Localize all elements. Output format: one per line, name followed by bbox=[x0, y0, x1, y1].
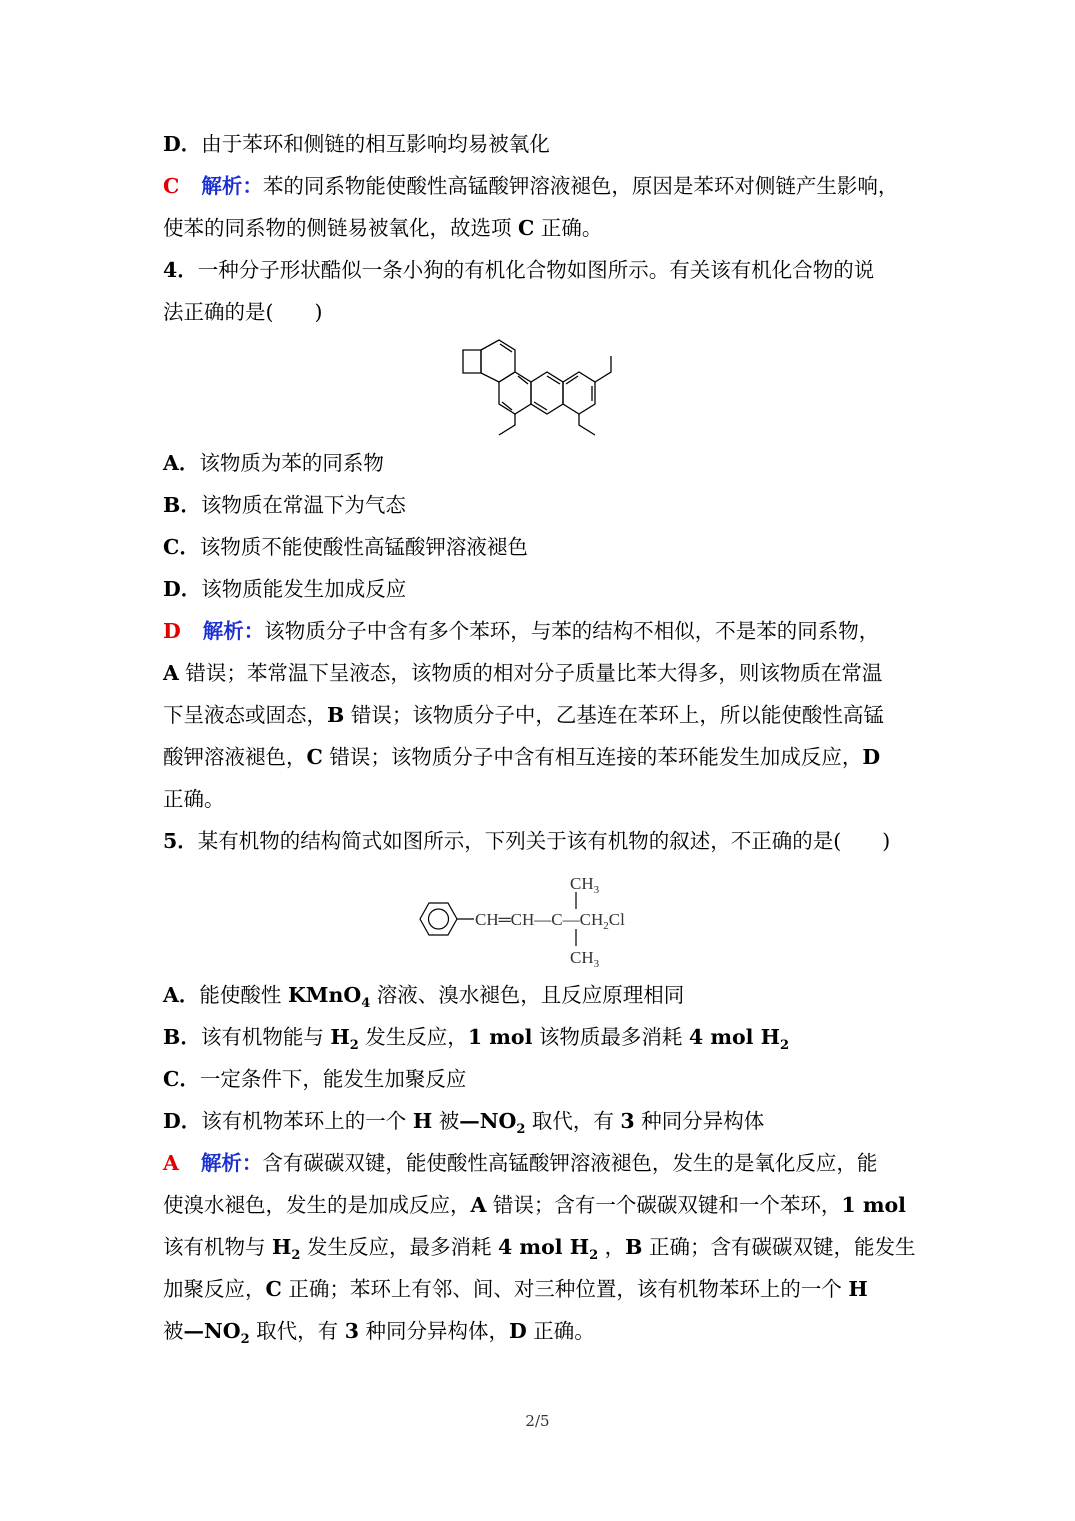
answer-letter: C bbox=[163, 174, 180, 198]
q3-explanation-line2: 使苯的同系物的侧链易被氧化，故选项 C 正确。 bbox=[163, 216, 603, 240]
q5-option-c: C．一定条件下，能发生加聚反应 bbox=[163, 1067, 467, 1091]
q5-explanation-line4: 加聚反应，C 正确；苯环上有邻、间、对三种位置，该有机物苯环上的一个 H bbox=[163, 1277, 868, 1301]
q4-option-c: C．该物质不能使酸性高锰酸钾溶液褪色 bbox=[163, 535, 528, 559]
main-chain: $CH═CH—C—CH_2Cl$ bbox=[475, 910, 625, 932]
q5-option-d: D．该有机物苯环上的一个 H 被$—NO_2$ 取代，有 3 种同分异构体 bbox=[163, 1109, 765, 1137]
page-number: 2/5 bbox=[525, 1412, 550, 1430]
methyl-top: $CH_3$ bbox=[570, 874, 600, 896]
q4-molecule-figure bbox=[455, 338, 635, 438]
q5-explanation-line3: 该有机物与 $H_2$ 发生反应，最多消耗 4 mol $H_2$ ，B 正确；含有碳碳双键，能发生 bbox=[163, 1235, 916, 1263]
q5-explanation-line5: 被$—NO_2$ 取代，有 3 种同分异构体，D 正确。 bbox=[163, 1319, 595, 1347]
explanation-label: 解析： bbox=[202, 619, 265, 643]
q5-explanation-line2: 使溴水褪色，发生的是加成反应，A 错误；含有一个碳碳双键和一个苯环，1 mol bbox=[163, 1193, 906, 1217]
q4-explanation-line4: 酸钾溶液褪色，C 错误；该物质分子中含有相互连接的苯环能发生加成反应，D bbox=[163, 745, 881, 769]
answer-letter: D bbox=[163, 619, 181, 643]
q4-explanation-line5: 正确。 bbox=[163, 787, 225, 811]
explanation-label: 解析： bbox=[201, 174, 263, 198]
methyl-bottom: $CH_3$ bbox=[570, 948, 600, 970]
explanation-label: 解析： bbox=[200, 1151, 263, 1175]
q4-explanation-line1: D 解析：该物质分子中含有多个苯环，与苯的结构不相似，不是苯的同系物， bbox=[163, 619, 880, 643]
prev-option-d: D．由于苯环和侧链的相互影响均易被氧化 bbox=[163, 132, 550, 156]
q5-option-b: B．该有机物能与 $H_2$ 发生反应，1 mol 该物质最多消耗 4 mol $H_2$ bbox=[163, 1025, 790, 1053]
q4-option-d: D．该物质能发生加成反应 bbox=[163, 577, 407, 601]
q5-stem: 5．某有机物的结构简式如图所示，下列关于该有机物的叙述，不正确的是( ) bbox=[163, 829, 891, 853]
q4-option-b: B．该物质在常温下为气态 bbox=[163, 493, 406, 517]
q4-stem-line2: 法正确的是( ) bbox=[163, 300, 323, 324]
q5-explanation-line1: A 解析：含有碳碳双键，能使酸性高锰酸钾溶液褪色，发生的是氧化反应，能 bbox=[163, 1151, 878, 1175]
q3-explanation-line1: C 解析：苯的同系物能使酸性高锰酸钾溶液褪色，原因是苯环对侧链产生影响， bbox=[163, 174, 899, 198]
q5-option-a: A．能使酸性 KMnO$_4$ 溶液、溴水褪色，且反应原理相同 bbox=[163, 983, 685, 1011]
q4-stem-line1: 4．一种分子形状酷似一条小狗的有机化合物如图所示。有关该有机化合物的说 bbox=[163, 258, 875, 282]
q5-structure-figure bbox=[415, 870, 665, 970]
answer-letter: A bbox=[163, 1151, 179, 1175]
q4-explanation-line2: A 错误；苯常温下呈液态，该物质的相对分子质量比苯大得多，则该物质在常温 bbox=[163, 661, 883, 685]
q4-explanation-line3: 下呈液态或固态，B 错误；该物质分子中，乙基连在苯环上，所以能使酸性高锰 bbox=[163, 703, 884, 727]
q4-option-a: A．该物质为苯的同系物 bbox=[163, 451, 384, 475]
